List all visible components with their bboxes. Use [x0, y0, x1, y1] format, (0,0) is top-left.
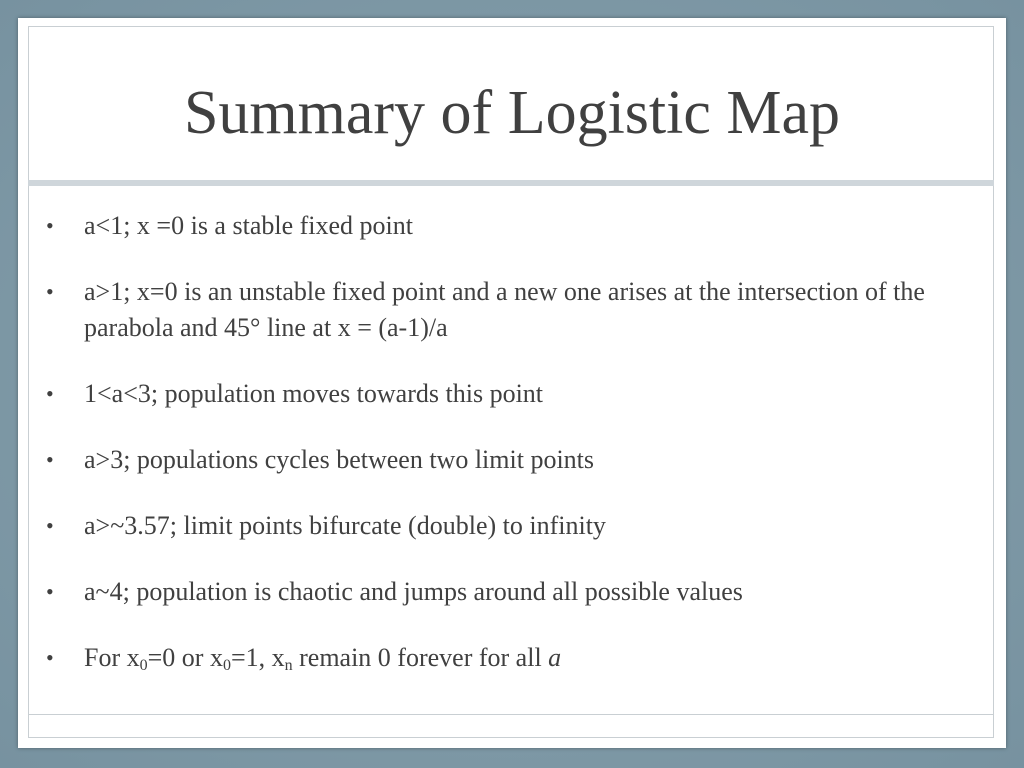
bullet-text-part: =0 or x: [147, 643, 223, 672]
subscript: 0: [139, 657, 148, 674]
subscript: 0: [222, 657, 231, 674]
bullet-text-part: remain 0 forever for all: [292, 643, 549, 672]
bullet-dot: •: [46, 513, 54, 538]
bullet-text: a>~3.57; limit points bifurcate (double) to infinity: [84, 511, 606, 540]
bullet-text-part: =1, x: [230, 643, 285, 672]
bullet-item: [46, 640, 946, 676]
bullet-dot: •: [46, 645, 54, 670]
bullet-item: [46, 208, 946, 244]
bullet-list: [46, 208, 946, 706]
bullet-dot: •: [46, 213, 54, 238]
bullet-item: [46, 574, 946, 610]
bullet-item: [46, 442, 946, 478]
bullet-dot: •: [46, 279, 54, 304]
slide: [18, 18, 1006, 748]
bullet-item: [46, 274, 946, 346]
italic-variable: a: [548, 643, 562, 672]
bullet-text-part: For x: [84, 643, 140, 672]
bullet-text: a<1; x =0 is a stable fixed point: [84, 211, 413, 240]
bullet-item: [46, 376, 946, 412]
bullet-text: [84, 643, 561, 672]
bullet-text: a>1; x=0 is an unstable fixed point and a new one arises at the intersection of the parabola and 45° line at x = (a-1)/a: [84, 277, 925, 342]
bullet-dot: •: [46, 579, 54, 604]
bullet-text: a~4; population is chaotic and jumps around all possible values: [84, 577, 743, 606]
bullet-dot: •: [46, 447, 54, 472]
title-divider: [28, 180, 994, 186]
bullet-dot: •: [46, 381, 54, 406]
slide-title: Summary of Logistic Map: [183, 79, 841, 147]
bullet-text: a>3; populations cycles between two limit points: [84, 445, 595, 474]
bullet-item: [46, 508, 946, 544]
subscript: n: [284, 657, 293, 674]
bullet-text: 1<a<3; population moves towards this point: [84, 379, 544, 408]
footer-divider: [28, 714, 994, 715]
